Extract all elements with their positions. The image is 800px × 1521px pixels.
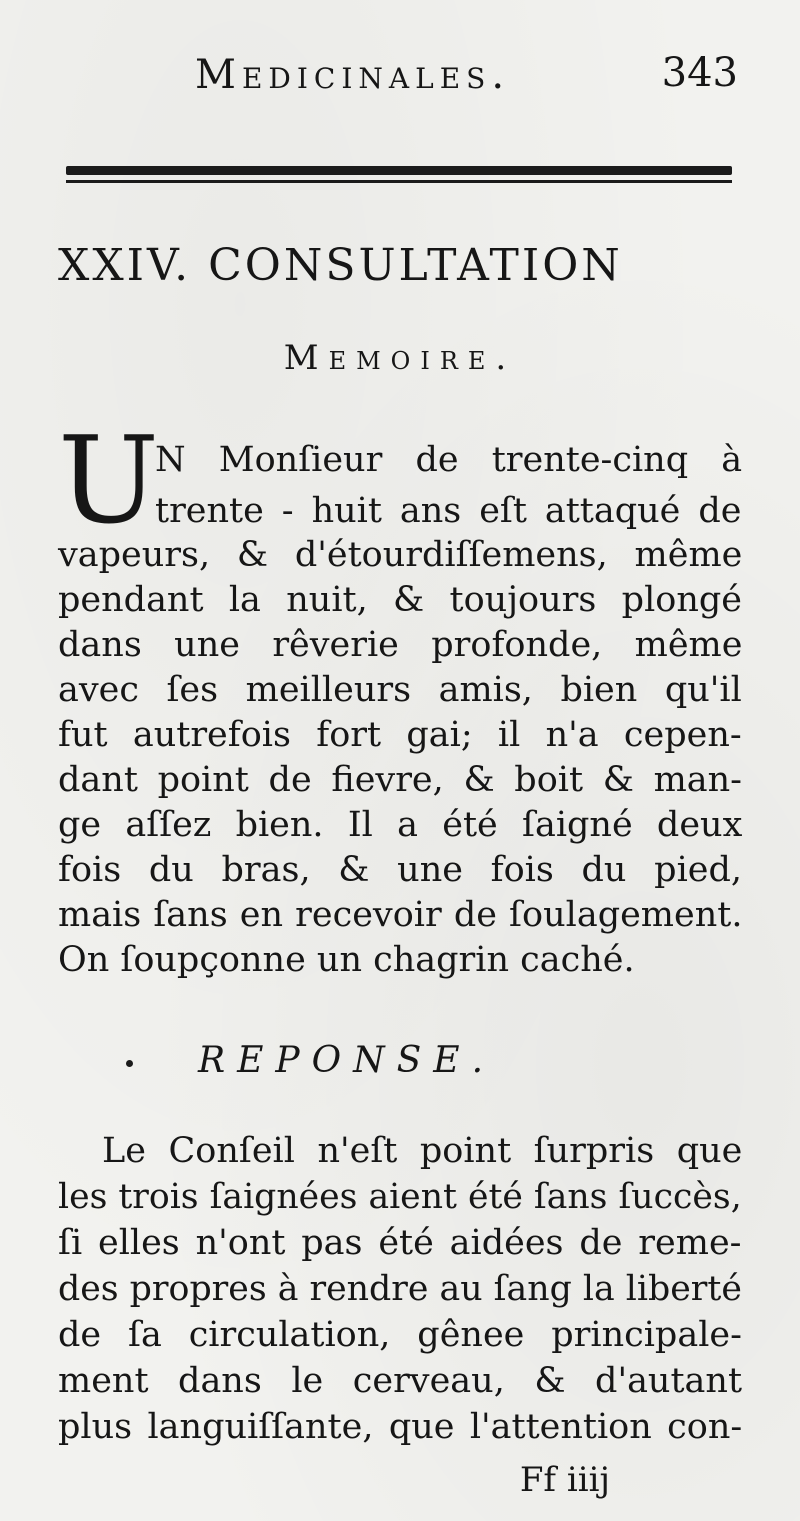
memoire-line: avec ſes meilleurs amis, bien qu'il (58, 670, 742, 710)
reponse-heading: REPONSE. (198, 1040, 496, 1081)
memoire-line: mais ſans en recevoir de ſoulagement. (58, 895, 743, 935)
running-head: Medicinales. (195, 52, 511, 98)
memoire-line: dans une rêverie profonde, même (58, 625, 743, 665)
memoire-line: vapeurs, & d'étourdiſſemens, même (58, 535, 743, 575)
reponse-line: de ſa circulation, gênee principale- (58, 1315, 742, 1355)
section-subheading: Memoire. (283, 338, 517, 378)
memoire-line: trente - huit ans eſt attaqué de (155, 491, 742, 531)
section-heading: XXIV. CONSULTATION (58, 240, 623, 291)
header-rule-thick (66, 166, 732, 175)
memoire-line: On ſoupçonne un chagrin caché. (58, 940, 635, 980)
memoire-line: pendant la nuit, & toujours plongé (58, 580, 743, 620)
reponse-line: Le Conſeil n'eſt point ſurpris que (102, 1131, 743, 1171)
memoire-line: ge aſſez bien. Il a été ſaigné deux (58, 805, 743, 845)
reponse-line: ſi elles n'ont pas été aidées de reme- (58, 1223, 742, 1263)
ornament-dot (126, 1060, 133, 1067)
reponse-line: des propres à rendre au ſang la liberté (58, 1269, 742, 1309)
signature-mark: Ff iiij (519, 1460, 610, 1500)
header-rule-thin (66, 180, 732, 183)
drop-cap: U (58, 412, 160, 551)
page-number: 343 (661, 50, 738, 96)
memoire-line: fut autrefois fort gai; il n'a cepen- (58, 715, 742, 755)
reponse-line: ment dans le cerveau, & d'autant (58, 1361, 743, 1401)
memoire-line: dant point de fievre, & boit & man- (58, 760, 743, 800)
memoire-line: N Monſieur de trente-cinq à (155, 440, 743, 480)
reponse-line: plus languiſſante, que l'attention con- (58, 1407, 743, 1447)
memoire-line: fois du bras, & une fois du pied, (58, 850, 743, 890)
reponse-line: les trois ſaignées aient été ſans ſuccès, (58, 1177, 742, 1217)
